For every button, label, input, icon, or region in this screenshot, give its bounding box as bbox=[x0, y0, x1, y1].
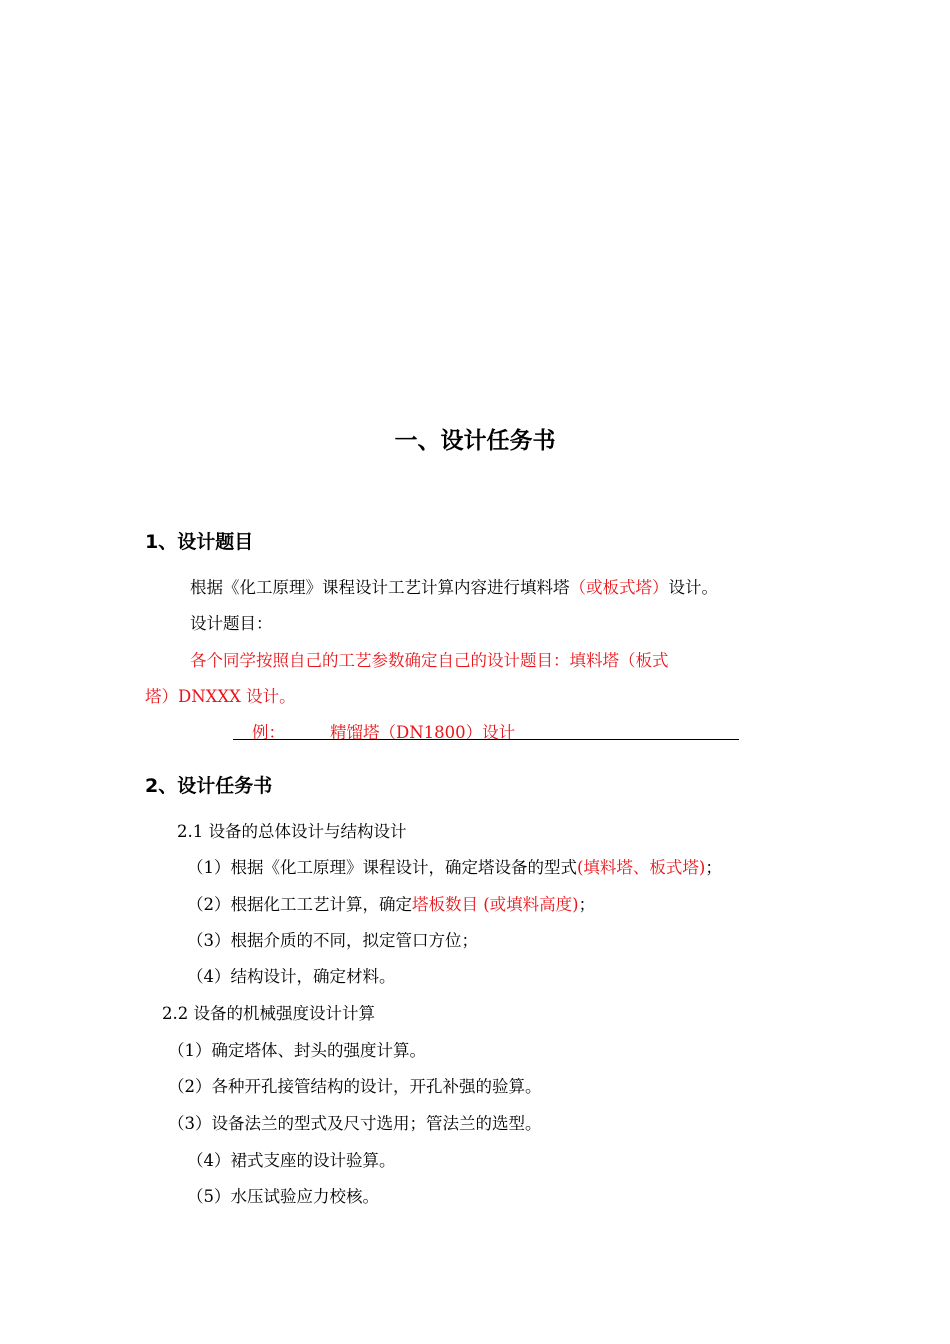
task-item-1-end: ； bbox=[705, 858, 722, 877]
task-item-3: （3）根据介质的不同，拟定管口方位； bbox=[187, 931, 478, 950]
mech-item-1: （1）确定塔体、封头的强度计算。 bbox=[168, 1041, 426, 1060]
mech-item-2: （2）各种开孔接管结构的设计，开孔补强的验算。 bbox=[168, 1077, 542, 1096]
mech-item-4: （4）裙式支座的设计验算。 bbox=[187, 1151, 396, 1170]
task-item-2-text: （2）根据化工工艺计算，确定 bbox=[187, 895, 412, 914]
page-title: 一、设计任务书 bbox=[394, 428, 556, 454]
task-item-1 bbox=[187, 857, 722, 879]
section1-paragraph2: 设计题目： bbox=[190, 614, 273, 633]
section1-paragraph3-line2: 塔）DNXXX 设计。 bbox=[145, 687, 296, 706]
para1-text: 根据《化工原理》课程设计工艺计算内容进行填料塔 bbox=[190, 578, 570, 597]
section2-heading: 2、设计任务书 bbox=[145, 775, 273, 797]
mech-item-3: （3）设备法兰的型式及尺寸选用；管法兰的选型。 bbox=[168, 1114, 542, 1133]
section1-paragraph1 bbox=[190, 577, 718, 599]
example-label: 例： bbox=[252, 723, 285, 742]
task-item-2-highlight: 塔板数目 (或填料高度) bbox=[412, 895, 579, 914]
para1-end: 设计。 bbox=[668, 578, 718, 597]
example-title: 精馏塔（DN1800）设计 bbox=[330, 723, 516, 742]
section1-paragraph3-line1: 各个同学按照自己的工艺参数确定自己的设计题目：填料塔（板式 bbox=[190, 651, 669, 670]
task-item-1-text: （1）根据《化工原理》课程设计，确定塔设备的型式 bbox=[187, 858, 577, 877]
subsection-2-1: 2.1 设备的总体设计与结构设计 bbox=[177, 822, 407, 841]
task-item-4: （4）结构设计，确定材料。 bbox=[187, 967, 396, 986]
para1-highlight: （或板式塔） bbox=[569, 578, 669, 597]
task-item-2-end: ； bbox=[578, 895, 596, 914]
example-underline bbox=[233, 739, 739, 740]
task-item-2 bbox=[187, 894, 595, 916]
mech-item-5: （5）水压试验应力校核。 bbox=[187, 1187, 379, 1206]
subsection-2-2: 2.2 设备的机械强度设计计算 bbox=[162, 1004, 375, 1023]
task-item-1-highlight: (填料塔、板式塔) bbox=[577, 858, 706, 877]
section1-heading: 1、设计题目 bbox=[145, 531, 254, 553]
